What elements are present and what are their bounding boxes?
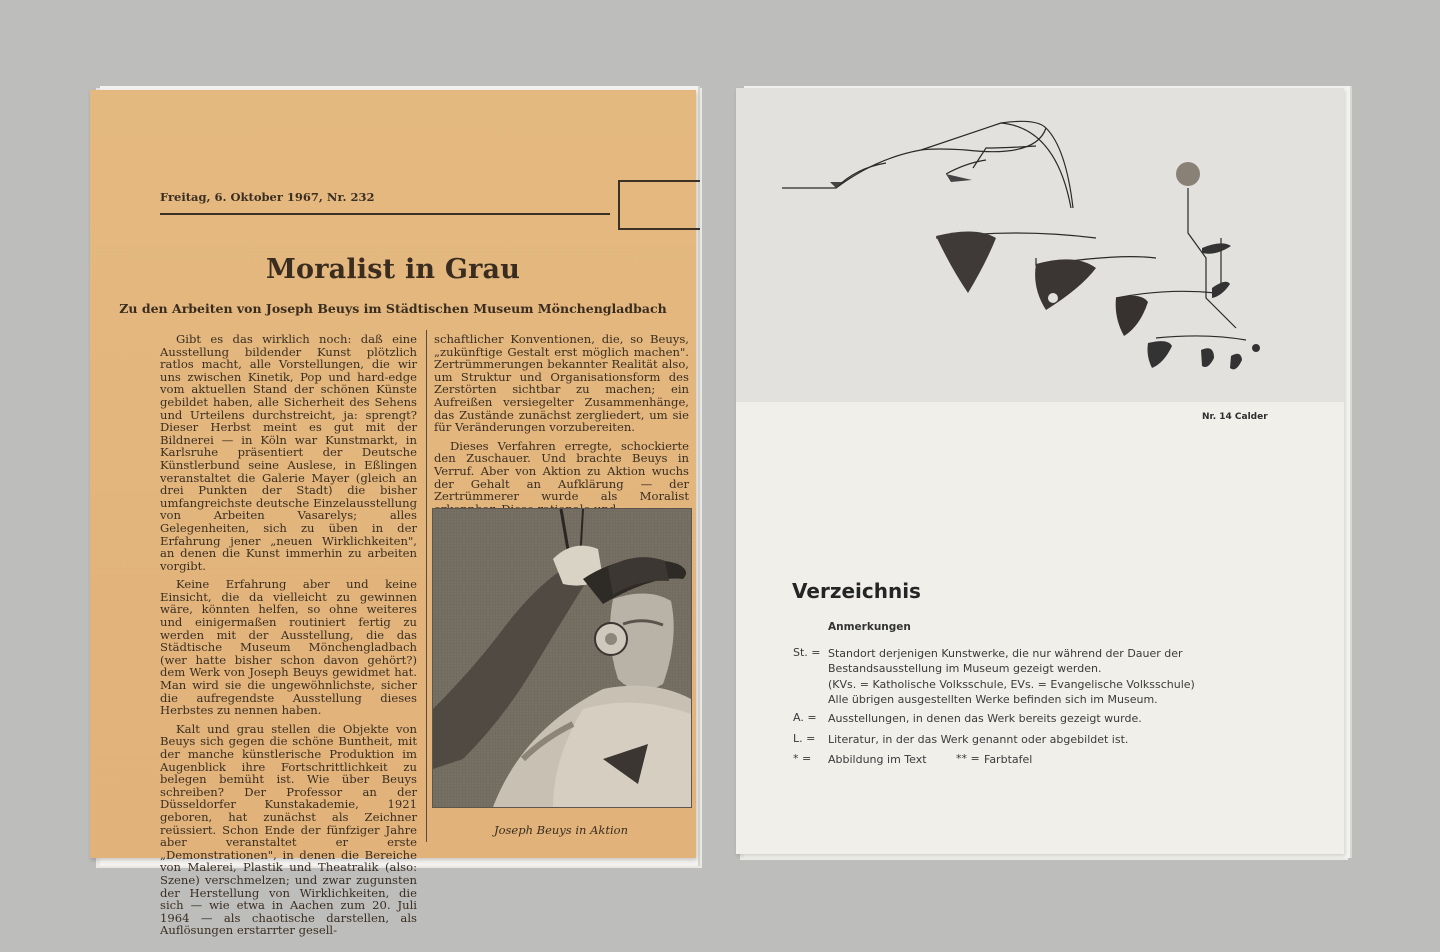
article-column-2: [434, 332, 689, 504]
dateline-rule: [160, 213, 610, 215]
note-line: Standort derjenigen Kunstwerke, die nur während der Dauer der: [828, 647, 1183, 660]
column-divider: [426, 330, 427, 842]
note-key: ** =: [956, 752, 980, 765]
newspaper-headline: Moralist in Grau: [265, 254, 521, 285]
article-column-1: [160, 332, 417, 938]
newspaper-dateline: Freitag, 6. Oktober 1967, Nr. 232: [160, 190, 375, 204]
newspaper-subheadline: Zu den Arbeiten von Joseph Beuys im Städtischen Museum Mönchengladbach: [119, 301, 667, 316]
beuys-photo-illustration: [433, 509, 691, 807]
calder-mobile-plate: [736, 88, 1344, 402]
masthead-box: [618, 180, 700, 230]
beuys-photo: [432, 508, 692, 808]
article-paragraph: Kalt und grau stellen die Objekte von Beuys sich gegen die schöne Buntheit, mit der manche künstlerische Produktion im Augenblick ihre Fortschrittlichkeit zu belegen bemüht ist. Wie über Beuys schreiben? Der Professor an der Düsseldorfer Kunstakademie, 1921 geboren, hat zunächst als Zeichner reüssiert. Schon Ende der fünfziger Jahre aber veranstaltet er erste „Demonstrationen", in denen die Bereiche von Malerei, Plastik und Theatralik (also: Szene) verschmelzen; und zwar zugunsten der Herstellung von Wirklichkeiten, die sich — wie etwa in Aachen zum 20. Juli 1964 — als chaotische darstellen, als Auflösungen erstarrter gesell-: [160, 721, 417, 938]
plate-caption: Nr. 14 Calder: [1202, 412, 1268, 422]
article-paragraph: schaftlicher Konventionen, die, so Beuys, „zukünftige Gestalt erst möglich machen". Zertrümmerungen bekannter Realität also, um Struktur und Organisationsform des Zerstörten sichtbar zu machen; ein Aufreißen versiegelter Zusammenhänge, das Zustände zunächst zergliedert, um sie für Veränderungen vorzubereiten.: [434, 332, 689, 435]
note-text: Farbtafel: [984, 753, 1033, 766]
article-paragraph: Keine Erfahrung aber und keine Einsicht, die da vielleicht zu gewinnen wäre, könnten helfen, so ohne weiteres und einigermaßen routiniert fertig zu werden mit der Ausstellung, die das Städtische Museum Mönchengladbach (wer hatte bisher schon davon gehört?) dem Werk von Joseph Beuys gewidmet hat. Man wird sie die ungewöhnlichste, sicher die aufregendste Ausstellung dieses Herbstes zu nennen haben.: [160, 577, 417, 718]
article-paragraph: Gibt es das wirklich noch: daß eine Ausstellung bildender Kunst plötzlich ratlos macht, alle Vorstellungen, die wir uns zwischen Kinetik, Pop und hard-edge vom aktuellen Stand der schönen Künste gebildet haben, alle Sicherheit des Sehens und Urteilens durchstreicht, ja: sprengt? Dieser Herbst meint es gut mit der Bildnerei — in Köln war Kunstmarkt, in Karlsruhe präsentiert der Deutsche Künstlerbund seine Auslese, in Eßlingen veranstaltet die Galerie Mayer (gleich an drei Punkten der Stadt) die bisher umfangreichste deutsche Einzelausstellung von Arbeiten Vasarelys; alles Gelegenheiten, sich zu üben in der Erfahrung jener „neuen Wirklichkeiten", an denen die Kunst immerhin zu arbeiten vorgibt.: [160, 332, 417, 573]
catalog-subtitle: Anmerkungen: [828, 621, 911, 633]
note-line: Bestandsausstellung im Museum gezeigt werden.: [828, 662, 1102, 676]
note-key: St. =: [793, 646, 821, 659]
catalog-page: [736, 88, 1344, 854]
note-text: Abbildung im Text: [828, 753, 927, 766]
article-paragraph: Dieses Verfahren erregte, schockierte den Zuschauer. Und brachte Beuys in Verruf. Aber von Aktion zu Aktion wuchs der Gehalt an Aufklärung — der Zertrümmerer wurde als Moralist: [434, 438, 689, 504]
note-text: Literatur, in der das Werk genannt oder abgebildet ist.: [828, 733, 1129, 746]
calder-mobile-illustration: [736, 88, 1344, 402]
note-text: [828, 646, 1195, 708]
newspaper-clipping: [90, 90, 696, 938]
photo-caption: Joseph Beuys in Aktion: [493, 823, 629, 837]
catalog-title: Verzeichnis: [792, 579, 921, 603]
note-key: A. =: [793, 711, 817, 724]
note-key: L. =: [793, 732, 816, 745]
note-line: Alle übrigen ausgestellten Werke befinden sich im Museum.: [828, 693, 1158, 707]
note-line: (KVs. = Katholische Volksschule, EVs. = Evangelische Volksschule): [828, 677, 1195, 691]
note-key: * =: [793, 752, 812, 765]
note-text: Ausstellungen, in denen das Werk bereits gezeigt wurde.: [828, 712, 1142, 725]
